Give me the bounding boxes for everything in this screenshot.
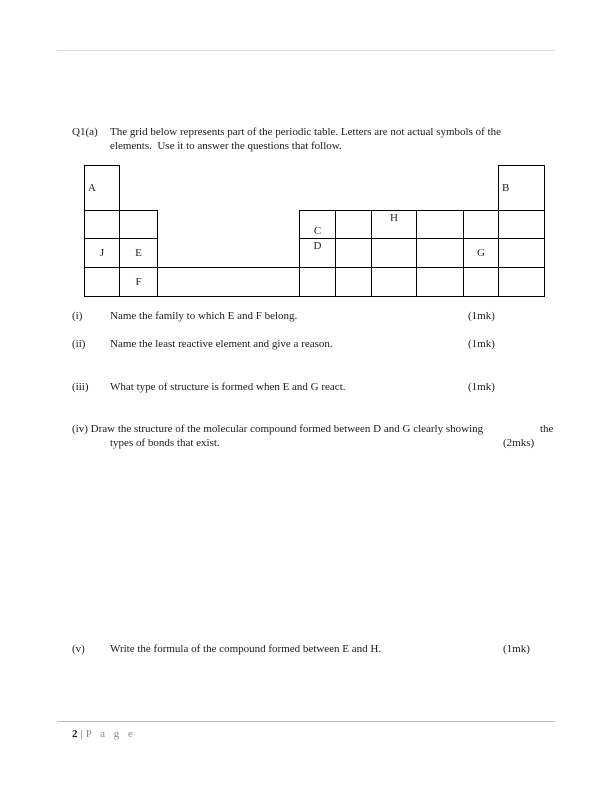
footer-rule <box>57 721 555 722</box>
grid-cell-empty <box>498 238 545 268</box>
grid-cell-empty <box>498 267 545 297</box>
grid-cell-C <box>299 210 336 239</box>
intro-line-1: The grid below represents part of the periodic table. Letters are not actual symbols of the <box>110 126 501 138</box>
q-iv-line2: types of bonds that exist. <box>110 437 220 449</box>
grid-cell-J <box>84 238 120 268</box>
grid-cell-H <box>371 210 417 239</box>
q-i-marks: (1mk) <box>468 310 495 322</box>
footer-page-word: P a g e <box>85 728 136 740</box>
q-iii-marks: (1mk) <box>468 381 495 393</box>
grid-cell-empty <box>299 267 336 297</box>
q-ii-number: (ii) <box>72 338 86 350</box>
grid-letter-J: J <box>99 247 105 259</box>
intro-line-2: elements. Use it to answer the questions that follow. <box>110 140 342 152</box>
grid-cell-empty <box>416 238 464 268</box>
grid-cell-empty <box>335 210 372 239</box>
grid-cell-empty <box>463 210 499 239</box>
q-ii-text: Name the least reactive element and give a reason. <box>110 338 333 350</box>
grid-letter-H: H <box>390 212 398 224</box>
q-i-text: Name the family to which E and F belong. <box>110 310 298 322</box>
q-iv-line1-tail: the <box>540 423 554 435</box>
grid-letter-D: D <box>313 240 322 252</box>
grid-cell-empty <box>463 267 499 297</box>
q-iii-number: (iii) <box>72 381 89 393</box>
grid-letter-F: F <box>135 276 142 288</box>
grid-cell-empty <box>371 267 417 297</box>
grid-letter-B: B <box>502 182 510 194</box>
grid-cell-empty <box>84 210 120 239</box>
grid-cell-D <box>299 238 336 268</box>
grid-cell-empty <box>498 210 545 239</box>
q-iv-marks: (2mks) <box>503 437 535 449</box>
header-rule <box>57 50 555 51</box>
grid-cell-empty <box>416 267 464 297</box>
q-iii-text: What type of structure is formed when E and G react. <box>110 381 346 393</box>
q-v-number: (v) <box>72 643 85 655</box>
grid-cell-empty <box>84 267 120 297</box>
grid-letter-A: A <box>88 182 96 194</box>
grid-cell-empty <box>119 210 158 239</box>
grid-cell-G <box>463 238 499 268</box>
grid-letter-C: C <box>313 225 322 237</box>
grid-cell-B <box>498 165 545 211</box>
grid-cell-empty <box>371 238 417 268</box>
q-v-marks: (1mk) <box>503 643 530 655</box>
q-iv-line1: (iv) Draw the structure of the molecular compound formed between D and G clearly showing <box>72 423 484 435</box>
footer-separator: | <box>80 728 83 740</box>
grid-letter-E: E <box>135 247 142 259</box>
grid-letter-G: G <box>477 247 485 259</box>
grid-cell-A <box>84 165 120 211</box>
question-label: Q1(a) <box>72 126 98 138</box>
page-footer <box>72 728 136 740</box>
grid-cell-empty <box>335 267 372 297</box>
grid-cell-F <box>119 267 158 297</box>
q-v-text: Write the formula of the compound formed between E and H. <box>110 643 382 655</box>
grid-cell-E <box>119 238 158 268</box>
grid-cell-middle-wide <box>157 267 300 297</box>
grid-cell-empty <box>335 238 372 268</box>
footer-page-number: 2 <box>72 728 78 740</box>
q-i-number: (i) <box>72 310 83 322</box>
grid-cell-empty <box>416 210 464 239</box>
q-ii-marks: (1mk) <box>468 338 495 350</box>
